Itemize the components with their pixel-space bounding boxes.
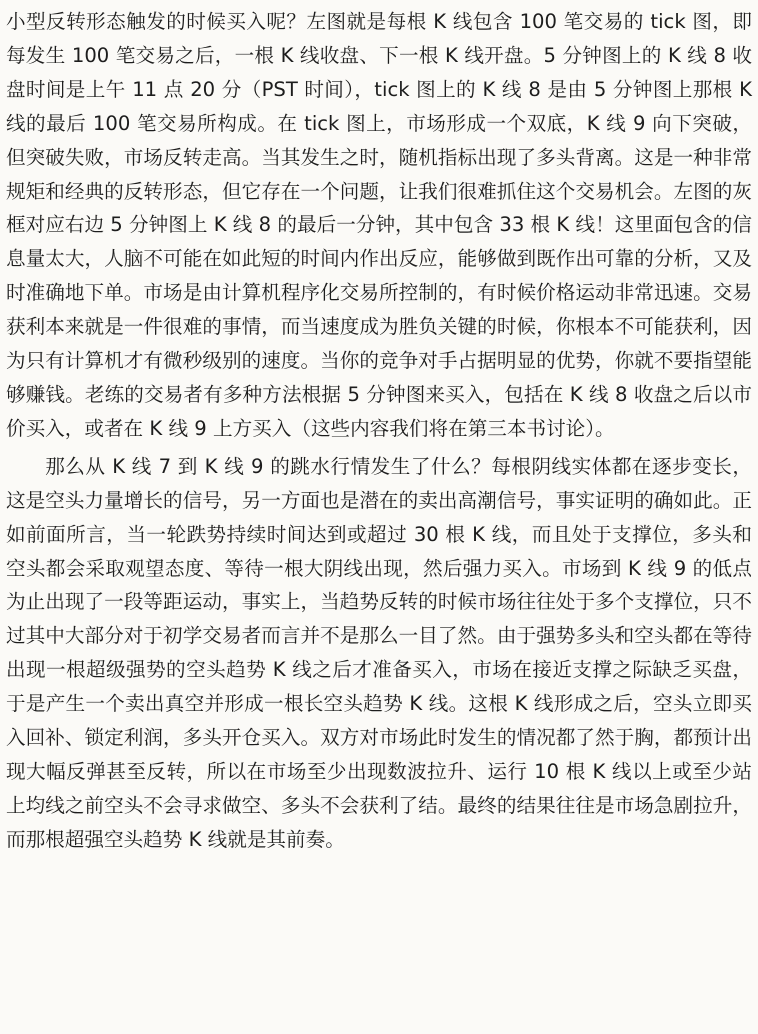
- paragraph-1: 小型反转形态触发的时候买入呢？左图就是每根 K 线包含 100 笔交易的 tick 图，即每发生 100 笔交易之后，一根 K 线收盘、下一根 K 线开盘。5 分钟图上的 K 线 8 收盘时间是上午 11 点 20 分（PST 时间），tick 图上的 K 线 8 是由 5 分钟图上那根 K 线的最后 100 笔交易所构成。在 tick 图上，市场形成一个双底，K 线 9 向下突破，但突破失败，市场反转走高。当其发生之时，随机指标出现了多头背离。这是一种非常规矩和经典的反转形态，但它存在一个问题，让我们很难抓住这个交易机会。左图的灰框对应右边 5 分钟图上 K 线 8 的最后一分钟，其中包含 33 根 K 线！这里面包含的信息量太大，人脑不可能在如此短的时间内作出反应，能够做到既作出可靠的分析，又及时准确地下单。市场是由计算机程序化交易所控制的，有时候价格运动非常迅速。交易获利本来就是一件很难的事情，而当速度成为胜负关键的时候，你根本不可能获利，因为只有计算机才有微秒级别的速度。当你的竞争对手占据明显的优势，你就不要指望能够赚钱。老练的交易者有多种方法根据 5 分钟图来买入，包括在 K 线 8 收盘之后以市价买入，或者在 K 线 9 上方买入（这些内容我们将在第三本书讨论）。: [6, 10, 752, 440]
- paragraph-2: 那么从 K 线 7 到 K 线 9 的跳水行情发生了什么？每根阴线实体都在逐步变长，这是空头力量增长的信号，另一方面也是潜在的卖出高潮信号，事实证明的确如此。正如前面所言，当一轮跌势持续时间达到或超过 30 根 K 线，而且处于支撑位，多头和空头都会采取观望态度、等待一根大阴线出现，然后强力买入。市场到 K 线 9 的低点为止出现了一段等距运动，事实上，当趋势反转的时候市场往往处于多个支撑位，只不过其中大部分对于初学交易者而言并不是那么一目了然。由于强势多头和空头都在等待出现一根超级强势的空头趋势 K 线之后才准备买入，市场在接近支撑之际缺乏买盘，于是产生一个卖出真空并形成一根长空头趋势 K 线。这根 K 线形成之后，空头立即买入回补、锁定利润，多头开仓买入。双方对市场此时发生的情况都了然于胸，都预计出现大幅反弹甚至反转，所以在市场至少出现数波拉升、运行 10 根 K 线以上或至少站上均线之前空头不会寻求做空、多头不会获利了结。最终的结果往往是市场急剧拉升，而那根超强空头趋势 K 线就是其前奏。: [6, 454, 752, 851]
